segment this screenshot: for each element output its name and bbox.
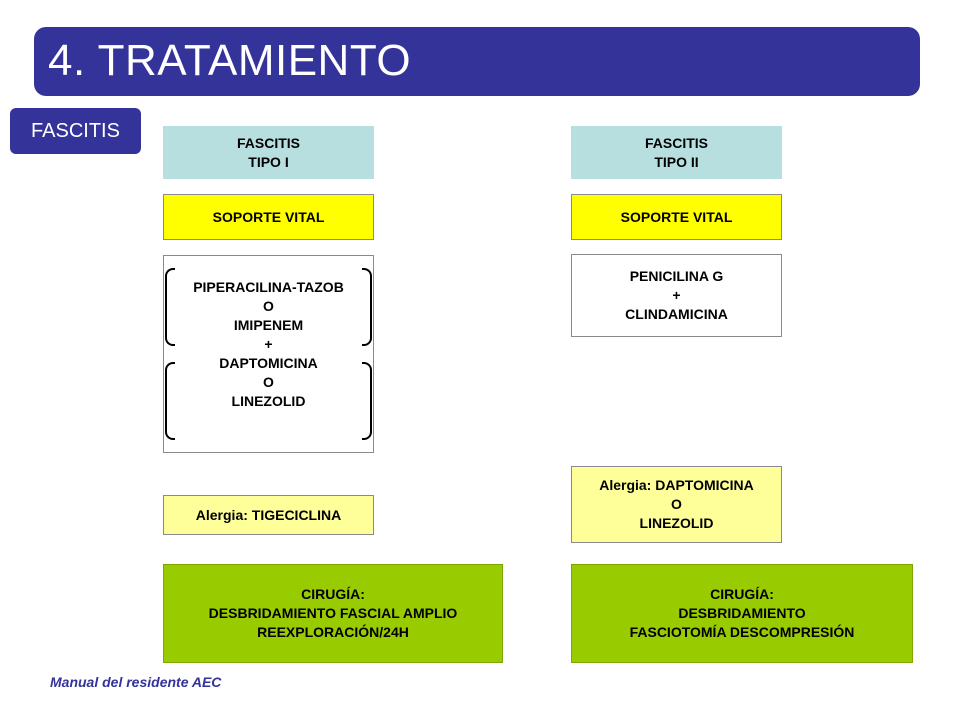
tipo1-cirugia — [163, 564, 503, 663]
soporte-label: SOPORTE VITAL — [620, 208, 733, 225]
header-line: FASCITIS — [644, 134, 708, 151]
tipo2-soporte-vital — [571, 194, 782, 240]
antibiotic-line: + — [672, 287, 681, 303]
title-bar — [34, 27, 920, 96]
cirugia-line: REEXPLORACIÓN/24H — [257, 624, 409, 640]
header-line: TIPO II — [654, 153, 699, 170]
right-brace-bottom — [362, 362, 372, 440]
cirugia-line: FASCIOTOMÍA DESCOMPRESIÓN — [629, 624, 855, 640]
cirugia-line: CIRUGÍA: — [710, 586, 774, 602]
antibiotic-line: PIPERACILINA-TAZOB — [193, 279, 344, 295]
alergia-line: Alergia: DAPTOMICINA — [599, 477, 754, 493]
antibiotic-line: LINEZOLID — [231, 393, 306, 409]
section-tag: FASCITIS — [10, 108, 141, 154]
page-title: 4. TRATAMIENTO — [48, 36, 412, 85]
cirugia-line: DESBRIDAMIENTO — [678, 605, 806, 621]
soporte-label: SOPORTE VITAL — [212, 208, 325, 225]
alergia-label: Alergia: TIGECICLINA — [195, 506, 342, 523]
header-line: TIPO I — [248, 153, 289, 170]
antibiotic-line: CLINDAMICINA — [625, 306, 728, 322]
antibiotic-line: + — [264, 336, 273, 352]
tipo2-alergia — [571, 466, 782, 543]
alergia-line: O — [671, 496, 682, 512]
right-brace-top — [362, 268, 372, 346]
antibiotic-line: DAPTOMICINA — [219, 355, 318, 371]
cirugia-line: CIRUGÍA: — [301, 586, 365, 602]
tipo2-cirugia — [571, 564, 913, 663]
tipo2-antibioticos — [571, 254, 782, 337]
fascitis-tipo1-header — [163, 126, 374, 179]
footer-source: Manual del residente AEC — [50, 674, 222, 690]
tipo1-antibioticos — [163, 255, 374, 453]
antibiotic-line: O — [263, 298, 274, 314]
antibiotic-line: O — [263, 374, 274, 390]
left-brace-top — [165, 268, 175, 346]
tipo1-soporte-vital — [163, 194, 374, 240]
tipo1-alergia — [163, 495, 374, 535]
alergia-line: LINEZOLID — [639, 515, 714, 531]
cirugia-line: DESBRIDAMIENTO FASCIAL AMPLIO — [208, 605, 458, 621]
left-brace-bottom — [165, 362, 175, 440]
antibiotic-line: IMIPENEM — [233, 317, 304, 333]
antibiotic-line: PENICILINA G — [629, 268, 724, 284]
header-line: FASCITIS — [236, 134, 300, 151]
fascitis-tipo2-header — [571, 126, 782, 179]
